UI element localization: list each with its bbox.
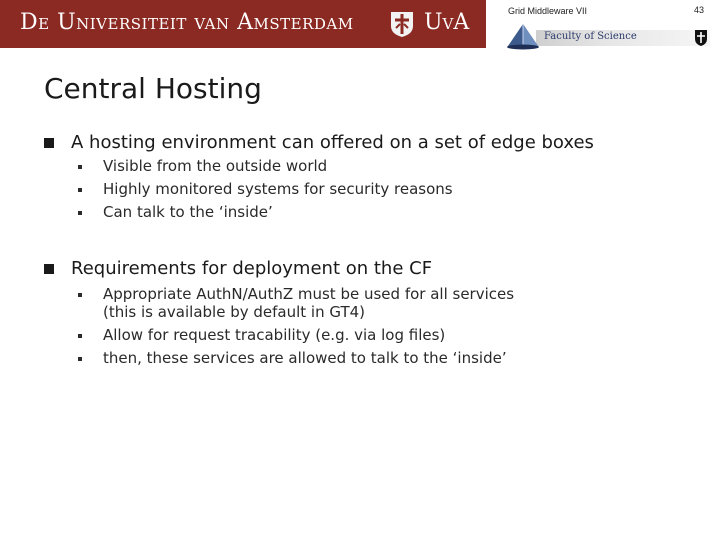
small-square-bullet-icon (78, 357, 82, 361)
square-bullet-icon (44, 264, 54, 274)
subbullet-text: Visible from the outside world (103, 157, 328, 175)
small-square-bullet-icon (78, 293, 82, 297)
subbullet-text: Can talk to the ‘inside’ (103, 203, 273, 221)
square-bullet-icon (44, 138, 54, 148)
small-square-bullet-icon (78, 334, 82, 338)
subbullet-text: Appropriate AuthN/AuthZ must be used for all services (103, 285, 515, 303)
small-square-bullet-icon (78, 188, 82, 192)
university-banner (0, 0, 486, 48)
subbullet-text: then, these services are allowed to talk to the ‘inside’ (103, 349, 507, 367)
page-number: 43 (694, 5, 705, 15)
slide-title: Central Hosting (44, 72, 262, 105)
subbullet-text: Highly monitored systems for security reasons (103, 180, 453, 198)
small-square-bullet-icon (78, 165, 82, 169)
uva-seal-icon (389, 10, 415, 38)
subbullet-text: Allow for request tracability (e.g. via log files) (103, 326, 446, 344)
pyramid-icon (506, 22, 540, 50)
faculty-name: Faculty of Science (544, 31, 637, 42)
small-square-bullet-icon (78, 211, 82, 215)
university-abbreviation: UvA (424, 10, 470, 35)
university-name: De Universiteit van Amsterdam (20, 10, 354, 35)
bullet-text: A hosting environment can offered on a set of edge boxes (71, 132, 594, 153)
faculty-logo (506, 22, 710, 50)
bullet-text: Requirements for deployment on the CF (71, 258, 433, 279)
course-title: Grid Middleware VII (508, 6, 588, 16)
subbullet-continuation-text: (this is available by default in GT4) (103, 303, 366, 321)
uva-small-seal-icon (694, 29, 708, 47)
